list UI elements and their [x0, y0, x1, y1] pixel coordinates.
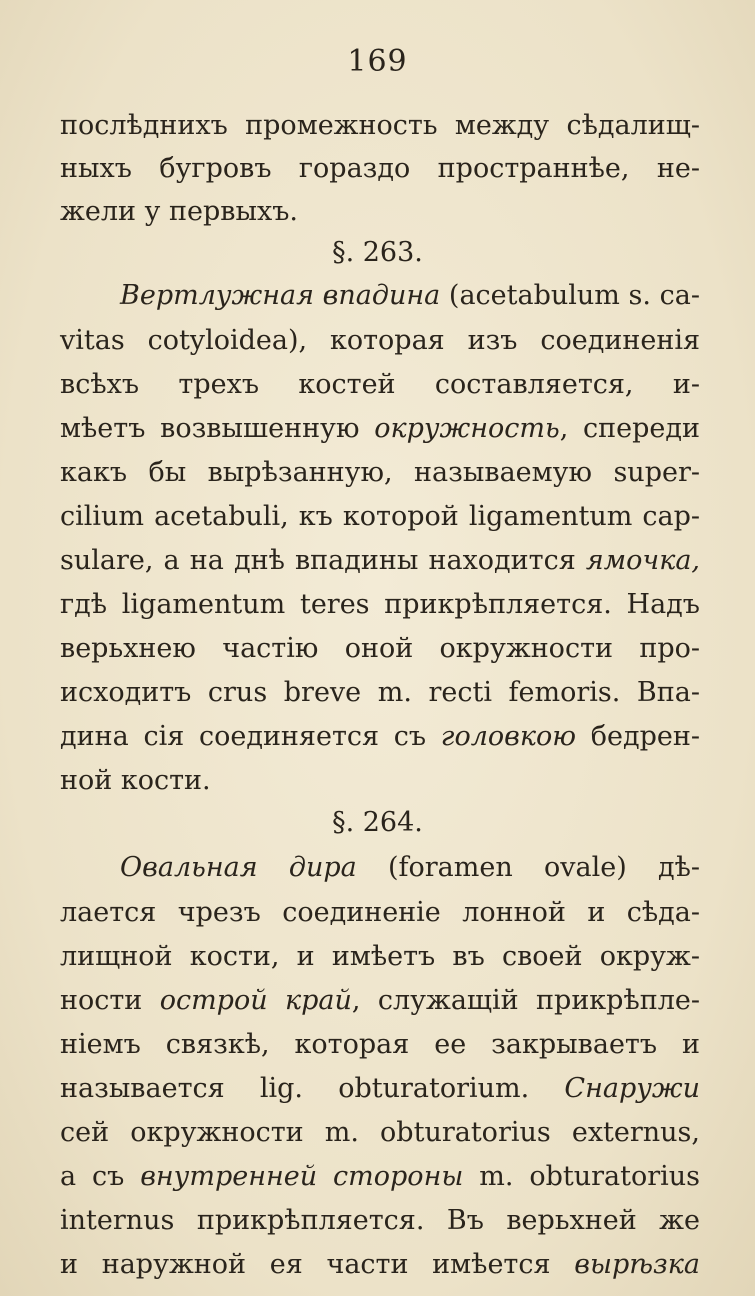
text-line: [60, 1245, 700, 1285]
text-span: бедрен-: [576, 721, 700, 752]
text-line: [60, 276, 700, 316]
italic-term: внутренней стороны: [140, 1161, 464, 1192]
text-span: и наружной ея части имѣется: [60, 1249, 575, 1280]
text-line: ной кости.: [60, 765, 211, 796]
text-span: дина сія соединяется съ: [60, 721, 441, 752]
text-line: [60, 1069, 700, 1109]
text-line: какъ бы вырѣзанную, называемую super-: [60, 457, 700, 488]
text-span: ности: [60, 985, 160, 1016]
page-number: 169: [347, 44, 408, 79]
text-line: сей окружности m. obturatorius externus,: [60, 1117, 700, 1148]
text-line: лищной кости, и имѣетъ въ своей окруж-: [60, 941, 700, 972]
text-line: [60, 717, 700, 757]
text-span: а съ: [60, 1161, 141, 1192]
text-line: ніемъ связкѣ, которая ее закрываетъ и: [60, 1029, 700, 1060]
text-line: vitas cotyloidea), которая изъ соединенія: [60, 325, 700, 356]
text-line: гдѣ ligamentum teres прикрѣпляется. Надъ: [60, 589, 700, 620]
section-heading: §. 263.: [332, 237, 423, 268]
italic-term: Овальная дира: [120, 852, 357, 883]
text-span: , служащій прикрѣпле-: [351, 985, 700, 1016]
text-line: cilium acetabuli, къ которой ligamentum cap-: [60, 501, 700, 532]
text-line: жели у первыхъ.: [60, 196, 298, 227]
text-line: всѣхъ трехъ костей составляется, и-: [60, 369, 700, 400]
text-line: [60, 1157, 700, 1197]
text-span: мѣетъ возвышенную: [60, 413, 375, 444]
italic-term: Вертлужная впадина: [120, 280, 441, 311]
italic-term: вырѣзка: [574, 1249, 700, 1280]
text-span: m. obturatorius: [463, 1161, 700, 1192]
text-line: послѣднихъ промежность между сѣдалищ-: [60, 110, 700, 141]
text-line: исходитъ crus breve m. recti femoris. Впа-: [60, 677, 700, 708]
italic-term: головкою: [440, 721, 577, 752]
text-span: , спереди: [559, 413, 700, 444]
text-span: (foramen ovale) дѣ-: [356, 852, 701, 883]
italic-term: ямочка,: [585, 545, 700, 576]
italic-term: Снаружи: [564, 1073, 700, 1104]
text-span: называется lig. obturatorium.: [60, 1073, 565, 1104]
text-line: верьхнею частію оной окружности про-: [60, 633, 700, 664]
italic-term: острой край: [159, 985, 352, 1016]
text-span: sulare, а на днѣ впадины находится: [60, 545, 586, 576]
italic-term: окружность: [374, 413, 560, 444]
text-line: [60, 409, 700, 449]
section-heading: §. 264.: [332, 807, 423, 838]
text-line: [60, 848, 700, 888]
text-line: [60, 981, 700, 1021]
text-line: [60, 541, 700, 581]
text-line: internus прикрѣпляется. Въ верьхней же: [60, 1205, 700, 1236]
text-span: (acetabulum s. ca-: [440, 280, 700, 311]
text-line: ныхъ бугровъ гораздо пространнѣе, не-: [60, 153, 700, 184]
text-line: лается чрезъ соединеніе лонной и сѣда-: [60, 897, 700, 928]
